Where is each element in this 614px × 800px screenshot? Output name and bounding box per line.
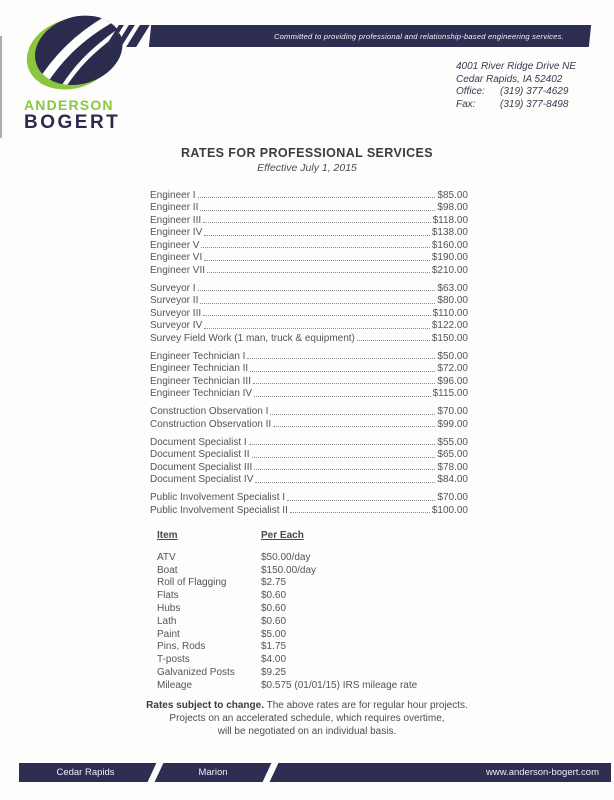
logo-text-anderson: ANDERSON: [24, 97, 114, 113]
title-block: [0, 146, 614, 174]
item-row: [157, 652, 417, 665]
item-price: $2.75: [261, 577, 287, 589]
scan-artifact: [0, 36, 2, 138]
rate-row: [150, 306, 468, 319]
item-name: Boat: [157, 564, 178, 576]
dotted-leader: [247, 358, 435, 359]
dotted-leader: [290, 512, 430, 513]
rate-price: $98.00: [437, 202, 468, 213]
rate-price: $70.00: [437, 406, 468, 417]
item-name: T-posts: [157, 654, 190, 666]
rate-row: [150, 349, 468, 362]
item-row: [157, 588, 417, 601]
item-price: $0.60: [261, 615, 287, 627]
rate-row: [150, 362, 468, 375]
tagline-banner: [112, 25, 590, 47]
rate-price: $110.00: [432, 307, 468, 319]
rate-row: [150, 387, 468, 400]
item-name: Roll of Flagging: [157, 577, 227, 589]
item-name: Lath: [157, 615, 177, 627]
footnote-bold: Rates subject to change.: [146, 700, 264, 711]
rate-row: [150, 435, 468, 448]
dotted-leader: [203, 315, 430, 316]
item-price: $0.575 (01/01/15) IRS mileage rate: [261, 679, 418, 691]
rate-label: Construction Observation II: [150, 418, 272, 430]
item-column-header: Item: [157, 530, 178, 541]
footer-location-cedar-rapids: [19, 763, 152, 782]
footer-website: [274, 763, 611, 782]
dotted-leader: [207, 272, 430, 273]
rate-price: $50.00: [437, 350, 468, 362]
item-row: [157, 563, 417, 576]
item-price: $50.00/day: [261, 551, 311, 563]
dotted-leader: [253, 383, 435, 384]
item-row: [157, 627, 417, 640]
rate-label: Engineer I: [150, 189, 196, 201]
rate-row: [150, 491, 468, 504]
rate-price: $118.00: [432, 214, 468, 226]
rate-row: [150, 213, 468, 226]
dotted-leader: [249, 444, 436, 445]
item-name: Galvanized Posts: [157, 666, 235, 678]
dotted-leader: [198, 290, 436, 291]
rate-label: Construction Observation I: [150, 406, 269, 417]
company-address: [456, 61, 576, 111]
dotted-leader: [200, 303, 435, 304]
footer-location-marion: [159, 763, 267, 782]
rate-label: Surveyor I: [150, 282, 196, 294]
banner-tagline: Committed to providing professional and relationship-based engineering services.: [274, 31, 564, 41]
footer-left-label: Cedar Rapids: [56, 767, 115, 778]
address-line-2: Cedar Rapids, IA 52402: [456, 73, 563, 85]
dotted-leader: [254, 469, 435, 470]
rate-group-construction-observation: [150, 405, 468, 430]
dotted-leader: [201, 247, 429, 248]
rate-row: [150, 263, 468, 276]
rate-label: Survey Field Work (1 man, truck & equipment): [150, 332, 355, 344]
rate-label: Surveyor III: [150, 307, 202, 319]
rate-label: Public Involvement Specialist II: [150, 504, 288, 516]
rate-group-public-involvement: [150, 491, 468, 516]
item-row: [157, 601, 417, 614]
rate-row: [150, 473, 468, 486]
rate-price: $190.00: [431, 252, 468, 263]
rate-price: $63.00: [437, 282, 468, 294]
rate-price: $99.00: [437, 418, 468, 430]
rate-label: Public Involvement Specialist I: [150, 492, 286, 503]
rate-row: [150, 238, 468, 251]
item-row: [157, 576, 417, 589]
page-title: RATES FOR PROFESSIONAL SERVICES: [180, 146, 434, 160]
rate-price: $80.00: [437, 295, 468, 306]
footnote-line-1: [0, 699, 614, 712]
rates-list: [150, 188, 468, 521]
item-name: Pins, Rods: [157, 641, 206, 653]
rate-label: Engineer II: [150, 202, 199, 213]
footnote-rest: The above rates are for regular hour projects.: [263, 700, 468, 711]
rate-label: Document Specialist I: [150, 436, 247, 448]
rate-row: [150, 503, 468, 516]
item-name: Mileage: [157, 679, 193, 691]
rate-price: $160.00: [431, 239, 468, 251]
item-price: $1.75: [261, 641, 287, 653]
rate-row: [150, 331, 468, 344]
rate-price: $210.00: [431, 264, 468, 276]
item-table-header: [157, 530, 417, 541]
rate-row: [150, 374, 468, 387]
item-row: [157, 550, 417, 563]
rate-price: $96.00: [437, 375, 468, 387]
item-price: $0.60: [261, 590, 287, 602]
rate-price: $84.00: [437, 474, 468, 485]
rate-price: $55.00: [437, 436, 468, 448]
item-price: $5.00: [261, 628, 287, 640]
rate-price: $78.00: [437, 461, 468, 473]
office-phone: (319) 377-4629: [500, 86, 569, 98]
footnote-line-3: will be negotiated on an individual basis.: [217, 726, 397, 737]
rate-group-document-specialist: [150, 435, 468, 485]
dotted-leader: [287, 500, 435, 501]
item-price: $0.60: [261, 602, 287, 614]
dotted-leader: [203, 222, 430, 223]
rate-label: Engineer V: [150, 239, 200, 251]
rate-label: Engineer Technician IV: [150, 388, 253, 399]
rate-row: [150, 251, 468, 264]
rate-price: $100.00: [431, 504, 468, 516]
effective-date: Effective July 1, 2015: [257, 162, 357, 174]
rate-label: Surveyor IV: [150, 320, 203, 331]
rate-price: $70.00: [437, 492, 468, 503]
rate-price: $115.00: [432, 388, 468, 399]
item-price-table: [157, 530, 417, 691]
item-price: $9.25: [261, 666, 287, 678]
dotted-leader: [200, 210, 435, 211]
rate-row: [150, 417, 468, 430]
logo-text-bogert: BOGERT: [24, 112, 121, 133]
dotted-leader: [198, 197, 436, 198]
rate-price: $122.00: [431, 320, 468, 331]
item-name: ATV: [157, 551, 176, 563]
rate-price: $85.00: [437, 189, 468, 201]
rate-label: Document Specialist IV: [150, 474, 254, 485]
rate-price: $150.00: [431, 332, 468, 344]
footnote-line-2: Projects on an accelerated schedule, which requires overtime,: [169, 713, 445, 724]
banner-bar: [149, 25, 591, 47]
rate-label: Engineer VI: [150, 252, 203, 263]
dotted-leader: [254, 396, 430, 397]
dotted-leader: [204, 328, 430, 329]
footer-bar: [19, 763, 611, 782]
item-table-body: [157, 550, 417, 691]
rate-label: Engineer VII: [150, 264, 206, 276]
rate-group-engineer-technician: [150, 349, 468, 399]
rate-row: [150, 226, 468, 239]
rate-row: [150, 319, 468, 332]
item-price: $4.00: [261, 654, 287, 666]
rate-label: Document Specialist III: [150, 461, 253, 473]
rate-row: [150, 294, 468, 307]
footer-website-label: www.anderson-bogert.com: [486, 767, 599, 778]
dotted-leader: [255, 482, 435, 483]
rate-group-surveyor: [150, 281, 468, 344]
fax-phone: (319) 377-8498: [500, 98, 569, 110]
dotted-leader: [270, 414, 435, 415]
item-row: [157, 665, 417, 678]
rate-row: [150, 448, 468, 461]
dotted-leader: [252, 457, 436, 458]
dotted-leader: [357, 340, 430, 341]
rate-row: [150, 460, 468, 473]
rate-group-engineer: [150, 188, 468, 276]
rate-row: [150, 188, 468, 201]
dotted-leader: [250, 371, 435, 372]
rate-price: $72.00: [437, 363, 468, 374]
fax-label: Fax:: [456, 98, 476, 110]
dotted-leader: [273, 426, 435, 427]
rate-label: Engineer Technician II: [150, 363, 249, 374]
per-each-column-header: Per Each: [261, 530, 304, 541]
office-label: Office:: [456, 86, 485, 98]
dotted-leader: [204, 260, 430, 261]
item-row: [157, 614, 417, 627]
dotted-leader: [204, 235, 430, 236]
rate-label: Document Specialist II: [150, 449, 250, 460]
footer-middle-label: Marion: [198, 767, 228, 778]
rate-label: Surveyor II: [150, 295, 199, 306]
item-name: Hubs: [157, 602, 181, 614]
address-line-1: 4001 River Ridge Drive NE: [456, 61, 577, 72]
item-name: Paint: [157, 628, 180, 640]
rate-label: Engineer IV: [150, 227, 203, 238]
item-name: Flats: [157, 590, 179, 602]
rate-row: [150, 281, 468, 294]
anderson-bogert-logo-icon: [24, 10, 142, 96]
rates-footnote: [0, 699, 614, 738]
item-row: [157, 678, 417, 691]
rate-label: Engineer III: [150, 214, 202, 226]
rate-row: [150, 201, 468, 214]
rate-label: Engineer Technician III: [150, 375, 251, 387]
item-row: [157, 640, 417, 653]
rate-label: Engineer Technician I: [150, 350, 246, 362]
item-price: $150.00/day: [261, 564, 317, 576]
rate-price: $65.00: [437, 449, 468, 460]
rate-row: [150, 405, 468, 418]
rate-price: $138.00: [431, 227, 468, 238]
